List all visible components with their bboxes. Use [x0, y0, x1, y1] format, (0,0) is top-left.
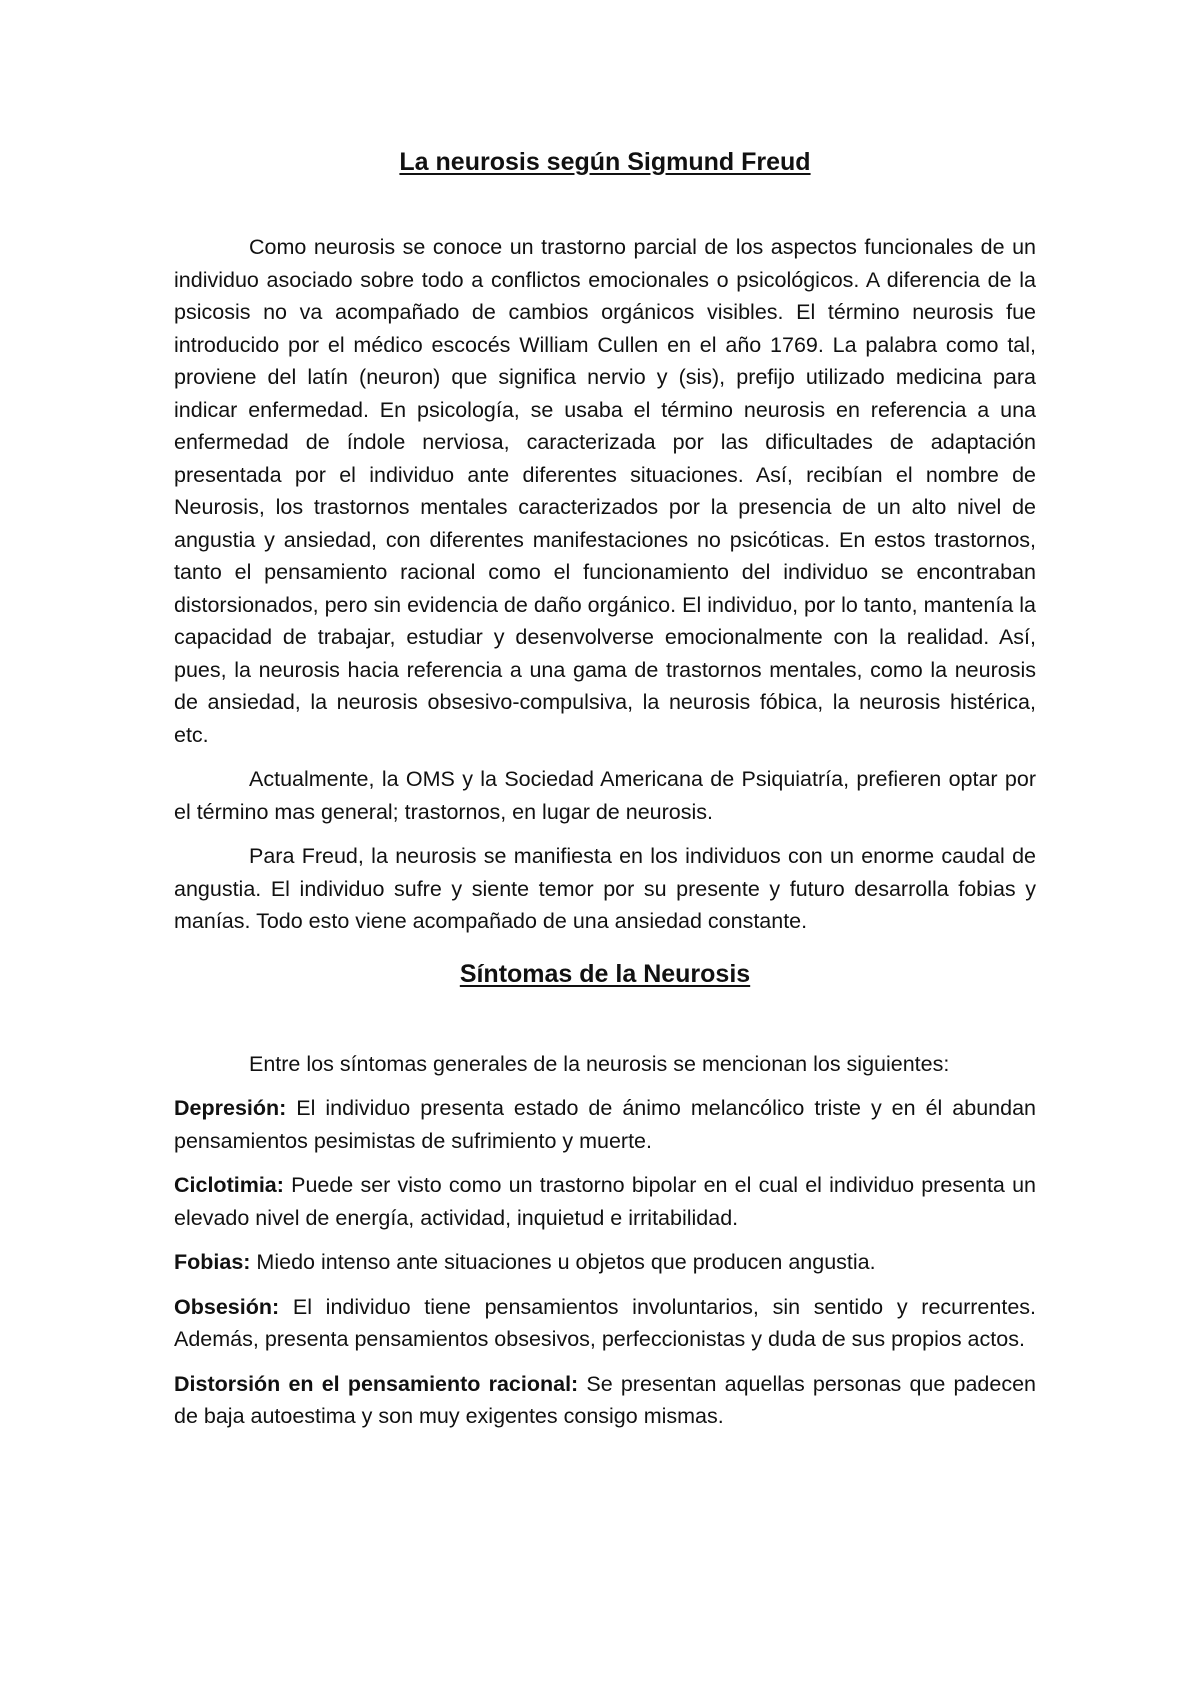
symptom-term: Depresión:: [174, 1096, 287, 1120]
symptom-description: El individuo presenta estado de ánimo melancólico triste y en él abundan pensamientos pesimistas de sufrimiento y muerte.: [174, 1096, 1036, 1153]
symptom-item-obsesion: [174, 1291, 1036, 1356]
paragraph-freud: Para Freud, la neurosis se manifiesta en los individuos con un enorme caudal de angustia. El individuo sufre y siente temor por su presente y futuro desarrolla fobias y manías. Todo esto viene acompañado de una ansiedad constante.: [174, 844, 1036, 933]
symptom-description: Miedo intenso ante situaciones u objetos que producen angustia.: [250, 1250, 876, 1274]
symptom-description: El individuo tiene pensamientos involuntarios, sin sentido y recurrentes. Además, presenta pensamientos obsesivos, perfeccionistas y duda de sus propios actos.: [174, 1294, 1036, 1351]
symptom-term: Distorsión en el pensamiento racional:: [174, 1371, 579, 1396]
symptom-item-distorsion: [174, 1368, 1036, 1433]
symptoms-heading: Síntomas de la Neurosis: [459, 959, 751, 988]
heading-spacing: [174, 996, 1036, 1048]
symptom-description: Se presentan aquellas personas que padecen de baja autoestima y son muy exigentes consigo mismas.: [174, 1371, 1036, 1428]
document-body: [174, 140, 1036, 1433]
symptom-description: Puede ser visto como un trastorno bipolar en el cual el individuo presenta un elevado nivel de energía, actividad, inquietud e irritabilidad.: [174, 1173, 1036, 1230]
symptom-term: Ciclotimia:: [174, 1173, 284, 1197]
paragraph-oms: Actualmente, la OMS y la Sociedad Americana de Psiquiatría, prefieren optar por el término mas general; trastornos, en lugar de neurosis.: [174, 767, 1036, 824]
document-title: La neurosis según Sigmund Freud: [399, 148, 811, 176]
symptom-term: Fobias:: [174, 1250, 251, 1274]
symptom-item-depresion: [174, 1092, 1036, 1157]
symptom-term: Obsesión:: [174, 1294, 280, 1319]
paragraph-definition: Como neurosis se conoce un trastorno parcial de los aspectos funcionales de un individuo asociado sobre todo a conflictos emocionales o psicológicos. A diferencia de la psicosis no va acompañado de cambios orgánicos visibles. El término neurosis fue introducido por el médico escocés William Cullen en el año 1769. La palabra como tal, proviene del latín (neuron) que significa nervio y (sis), prefijo utilizado medicina para indicar enfermedad. En psicología, se usaba el término neurosis en referencia a una enfermedad de índole nerviosa, caracterizada por las dificultades de adaptación presentada por el individuo ante diferentes situaciones. Así, recibían el nombre de Neurosis, los trastornos mentales caracterizados por la presencia de un alto nivel de angustia y ansiedad, con diferentes manifestaciones no psicóticas. En estos trastornos, tanto el pensamiento racional como el funcionamiento del individuo se encontraban distorsionados, pero sin evidencia de daño orgánico. El individuo, por lo tanto, mantenía la capacidad de trabajar, estudiar y desenvolverse emocionalmente con la realidad. Así, pues, la neurosis hacia referencia a una gama de trastornos mentales, como la neurosis de ansiedad, la neurosis obsesivo-compulsiva, la neurosis fóbica, la neurosis histérica, etc.: [174, 235, 1036, 747]
symptoms-intro: Entre los síntomas generales de la neurosis se mencionan los siguientes:: [249, 1051, 950, 1076]
title-spacing: [174, 184, 1036, 231]
symptom-item-fobias: [174, 1246, 1036, 1279]
symptom-item-ciclotimia: [174, 1169, 1036, 1234]
